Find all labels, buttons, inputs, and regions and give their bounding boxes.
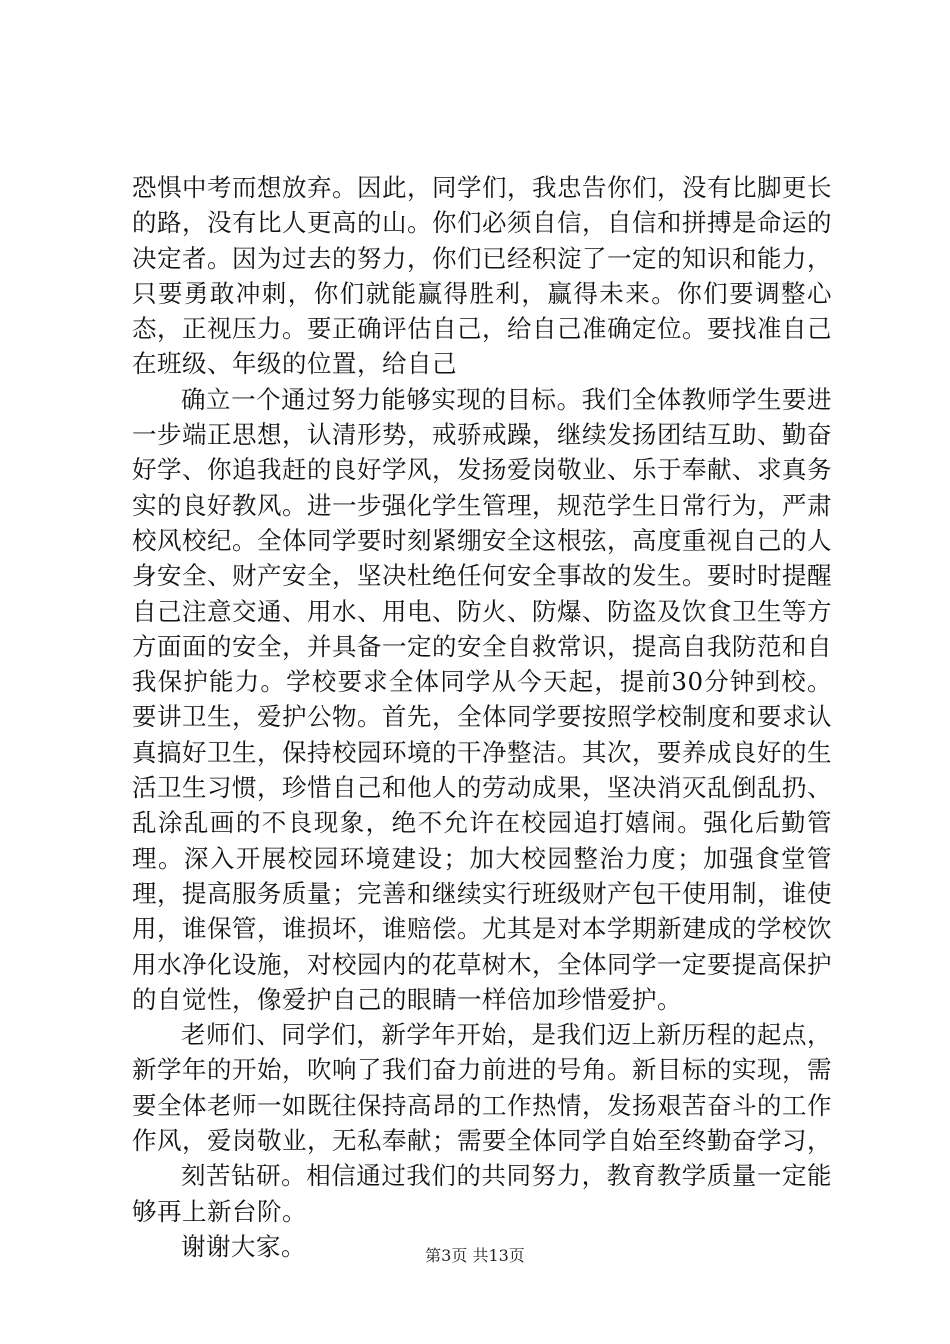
paragraph-1: 恐惧中考而想放弃。因此，同学们，我忠告你们，没有比脚更长的路，没有比人更高的山。你们必须自信，自信和拼搏是命运的决定者。因为过去的努力，你们已经积淀了一定的知识和能力，只要勇敢冲刺，你们就能赢得胜利，赢得未来。你们要调整心态，正视压力。要正确评估自己，给自己准确定位。要找准自己在班级、年级的位置，给自己 — [132, 173, 832, 379]
paragraph-4: 刻苦钻研。相信通过我们的共同努力，教育教学质量一定能够再上新台阶。 — [132, 1161, 832, 1226]
paragraph-5: 谢谢大家。 — [181, 1231, 306, 1261]
paragraph-3: 老师们、同学们，新学年开始，是我们迈上新历程的起点，新学年的开始，吹响了我们奋力前进的号角。新目标的实现，需要全体老师一如既往保持高昂的工作热情，发扬艰苦奋斗的工作作风，爱岗敬业，无私奉献；需要全体同学自始至终勤奋学习， — [132, 1020, 832, 1156]
paragraph-2: 确立一个通过努力能够实现的目标。我们全体教师学生要进一步端正思想，认清形势，戒骄戒躁，继续发扬团结互助、勤奋好学、你追我赶的良好学风，发扬爱岗敬业、乐于奉献、求真务实的良好教风。进一步强化学生管理，规范学生日常行为，严肃校风校纪。全体同学要时刻紧绷安全这根弦，高度重视自己的人身安全、财产安全，坚决杜绝任何安全事故的发生。要时时提醒自己注意交通、用水、用电、防火、防爆、防盗及饮食卫生等方方面面的安全，并具备一定的安全自救常识，提高自我防范和自我保护能力。学校要求全体同学从今天起，提前30分钟到校。要讲卫生，爱护公物。首先，全体同学要按照学校制度和要求认真搞好卫生，保持校园环境的干净整洁。其次，要养成良好的生活卫生习惯，珍惜自己和他人的劳动成果，坚决消灭乱倒乱扔、乱涂乱画的不良现象，绝不允许在校园追打嬉闹。强化后勤管理。深入开展校园环境建设；加大校园整治力度；加强食堂管理，提高服务质量；完善和继续实行班级财产包干使用制，谁使用，谁保管，谁损坏，谁赔偿。尤其是对本学期新建成的学校饮用水净化设施，对校园内的花草树木，全体同学一定要提高保护的自觉性，像爱护自己的眼睛一样倍加珍惜爱护。 — [132, 384, 832, 1014]
document-body — [132, 170, 832, 1264]
page-number-footer: 第3页 共13页 — [425, 1246, 525, 1265]
